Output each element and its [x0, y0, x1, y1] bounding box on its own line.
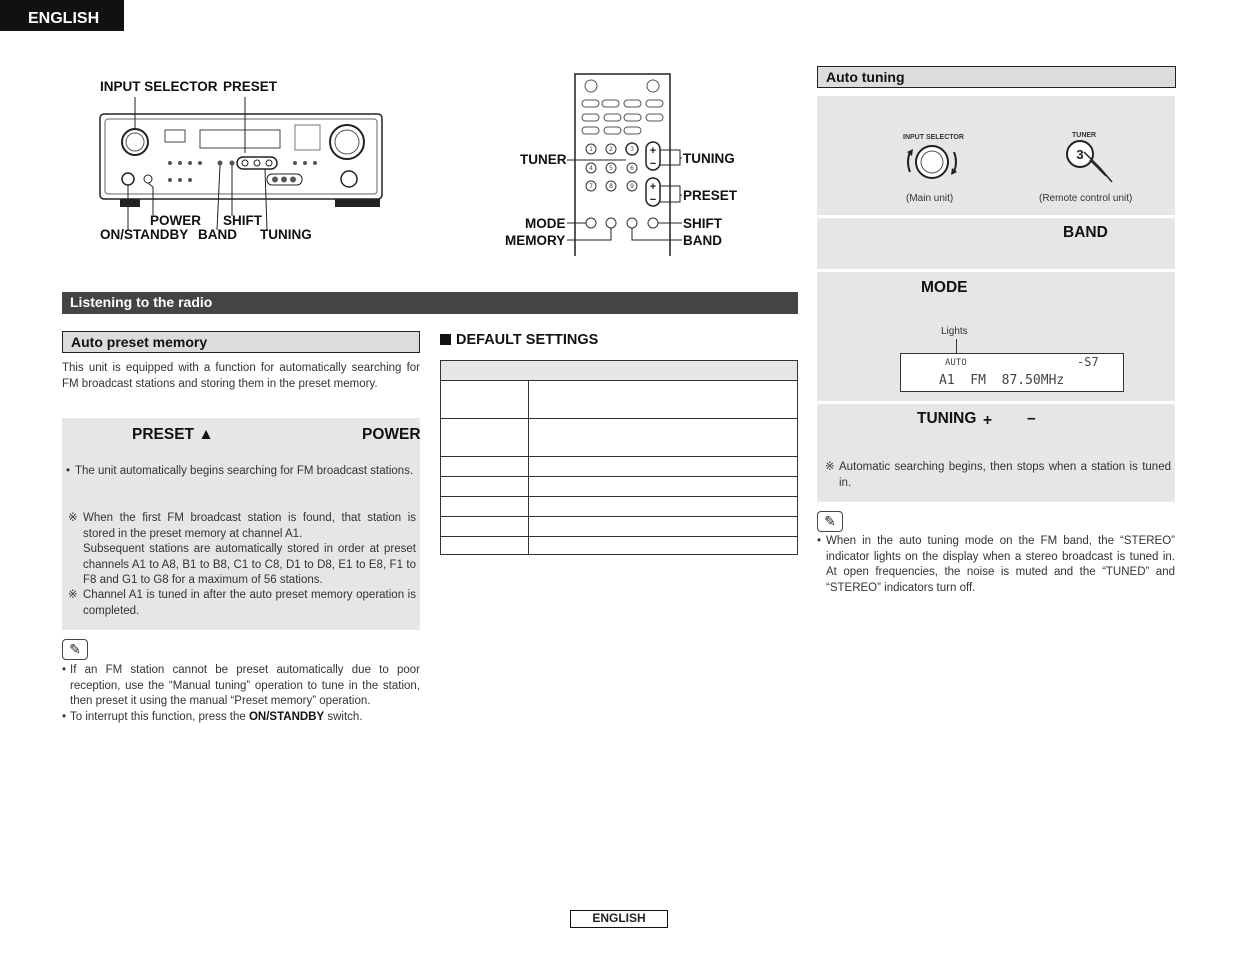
label-shift: SHIFT [223, 213, 262, 228]
step-key-band: BAND [1063, 224, 1108, 241]
auto-preset-tips: • If an FM station cannot be preset automatically due to poor reception, use the “Manual tuning” operation to tune in the station, then preset it using the manual “Preset memory” operation. • To interrupt this function, press the ON/STANDBY switch. [62, 663, 420, 725]
table-row [441, 517, 798, 537]
table-row [441, 457, 798, 477]
square-bullet-icon [440, 334, 451, 345]
remote-diagram [500, 72, 740, 258]
table-row [441, 381, 798, 419]
keypad-7: 7 [589, 183, 593, 190]
tuning-plus: + [983, 412, 993, 429]
auto-preset-steps [62, 418, 420, 630]
receiver-drawing [95, 75, 395, 255]
auto-preset-note-1: ※ When the first FM broadcast station is found, that station is stored in the preset memory at channel A1. Subsequent stations are automatically stored in order at preset channels A1 to A8, B1 to B8, C1 to C8, D1 to D8, E1 to E8, F1 to F8 and G1 to G8 for a maximum of 56 stations. [68, 512, 416, 586]
auto-tuning-title: Auto tuning [817, 66, 1176, 88]
label-band-remote: BAND [683, 233, 722, 248]
keypad-6: 6 [630, 165, 634, 172]
label-on-standby: ON/STANDBY [100, 227, 189, 242]
label-shift-remote: SHIFT [683, 216, 722, 231]
step-divider [817, 215, 1175, 218]
label-input-selector: INPUT SELECTOR [100, 79, 218, 94]
tip-manual-tuning: If an FM station cannot be preset automatically due to poor reception, use the “Manual tuning” operation to tune in the station, then preset it using the manual “Preset memory” operation. [70, 664, 420, 707]
keypad-9: 9 [630, 183, 634, 190]
label-preset-remote: PRESET [683, 188, 738, 203]
tuner-key-number: 3 [1076, 147, 1084, 162]
auto-tuning-tip: • When in the auto tuning mode on the FM band, the “STEREO” indicator lights on the display when a stereo broadcast is tuned in. At open frequencies, the noise is muted and the “TUNED” and “STEREO” indicators turn off. [817, 535, 1175, 594]
step-key-tuning: TUNING [917, 410, 977, 427]
keypad-3: 3 [630, 146, 634, 153]
footer-language: ENGLISH [570, 910, 668, 928]
step-key-mode: MODE [921, 279, 968, 296]
fl-display [900, 353, 1124, 392]
table-header-row [441, 361, 798, 381]
label-mode: MODE [525, 216, 566, 231]
main-unit-caption: (Main unit) [906, 193, 954, 204]
label-memory: MEMORY [505, 233, 566, 248]
step-divider [817, 269, 1175, 272]
tip-interrupt: To interrupt this function, press the ON/STANDBY switch. [70, 710, 363, 723]
label-preset: PRESET [223, 79, 278, 94]
pencil-icon: ✎ [62, 639, 88, 660]
pencil-icon: ✎ [817, 511, 843, 532]
section-title-listening: Listening to the radio [62, 292, 798, 314]
tuner-key-icon [1062, 138, 1122, 188]
label-power: POWER [150, 213, 202, 228]
svg-text:+: + [649, 181, 657, 193]
step-divider [817, 401, 1175, 404]
default-settings-heading: DEFAULT SETTINGS [440, 332, 598, 348]
label-tuning-remote: TUNING [683, 151, 735, 166]
table-row [441, 419, 798, 457]
keypad-1: 1 [589, 146, 593, 153]
svg-text:−: − [649, 194, 657, 206]
keypad-8: 8 [609, 183, 613, 190]
default-settings-table [440, 360, 798, 555]
label-tuning: TUNING [260, 227, 312, 242]
table-row [441, 497, 798, 517]
keypad-4: 4 [589, 165, 593, 172]
keypad-5: 5 [609, 165, 613, 172]
table-row [441, 537, 798, 555]
step-key-preset-up: PRESET ▲ [132, 426, 214, 443]
tuner-caption: TUNER [1072, 132, 1097, 139]
table-row [441, 477, 798, 497]
input-selector-knob-icon [897, 140, 977, 188]
auto-preset-bullet: • The unit automatically begins searching for FM broadcast stations. [66, 465, 414, 477]
input-selector-caption: INPUT SELECTOR [903, 134, 964, 141]
auto-indicator: AUTO [945, 358, 967, 368]
auto-preset-title: Auto preset memory [62, 331, 420, 353]
remote-caption: (Remote control unit) [1039, 193, 1133, 204]
frequency-readout: A1 FM 87.50MHz [939, 373, 1065, 388]
svg-text:+: + [649, 145, 657, 157]
lights-label: Lights [941, 326, 968, 337]
label-band: BAND [198, 227, 237, 242]
auto-tuning-steps [817, 96, 1175, 502]
auto-preset-note-2: ※ Channel A1 is tuned in after the auto preset memory operation is completed. [68, 589, 416, 617]
main-unit-diagram [95, 75, 395, 255]
auto-preset-intro: This unit is equipped with a function for automatically searching for FM broadcast stations and storing them in the preset memory. [62, 362, 420, 390]
keypad-2: 2 [609, 146, 613, 153]
label-tuner: TUNER [520, 152, 567, 167]
language-tab: ENGLISH [0, 0, 124, 31]
tuning-minus: – [1027, 410, 1036, 427]
svg-text:−: − [649, 158, 657, 170]
step-key-power: POWER [362, 426, 421, 443]
auto-tuning-note: ※ Automatic searching begins, then stops when a station is tuned in. [825, 461, 1171, 489]
signal-indicator: -S7 [1077, 355, 1099, 369]
